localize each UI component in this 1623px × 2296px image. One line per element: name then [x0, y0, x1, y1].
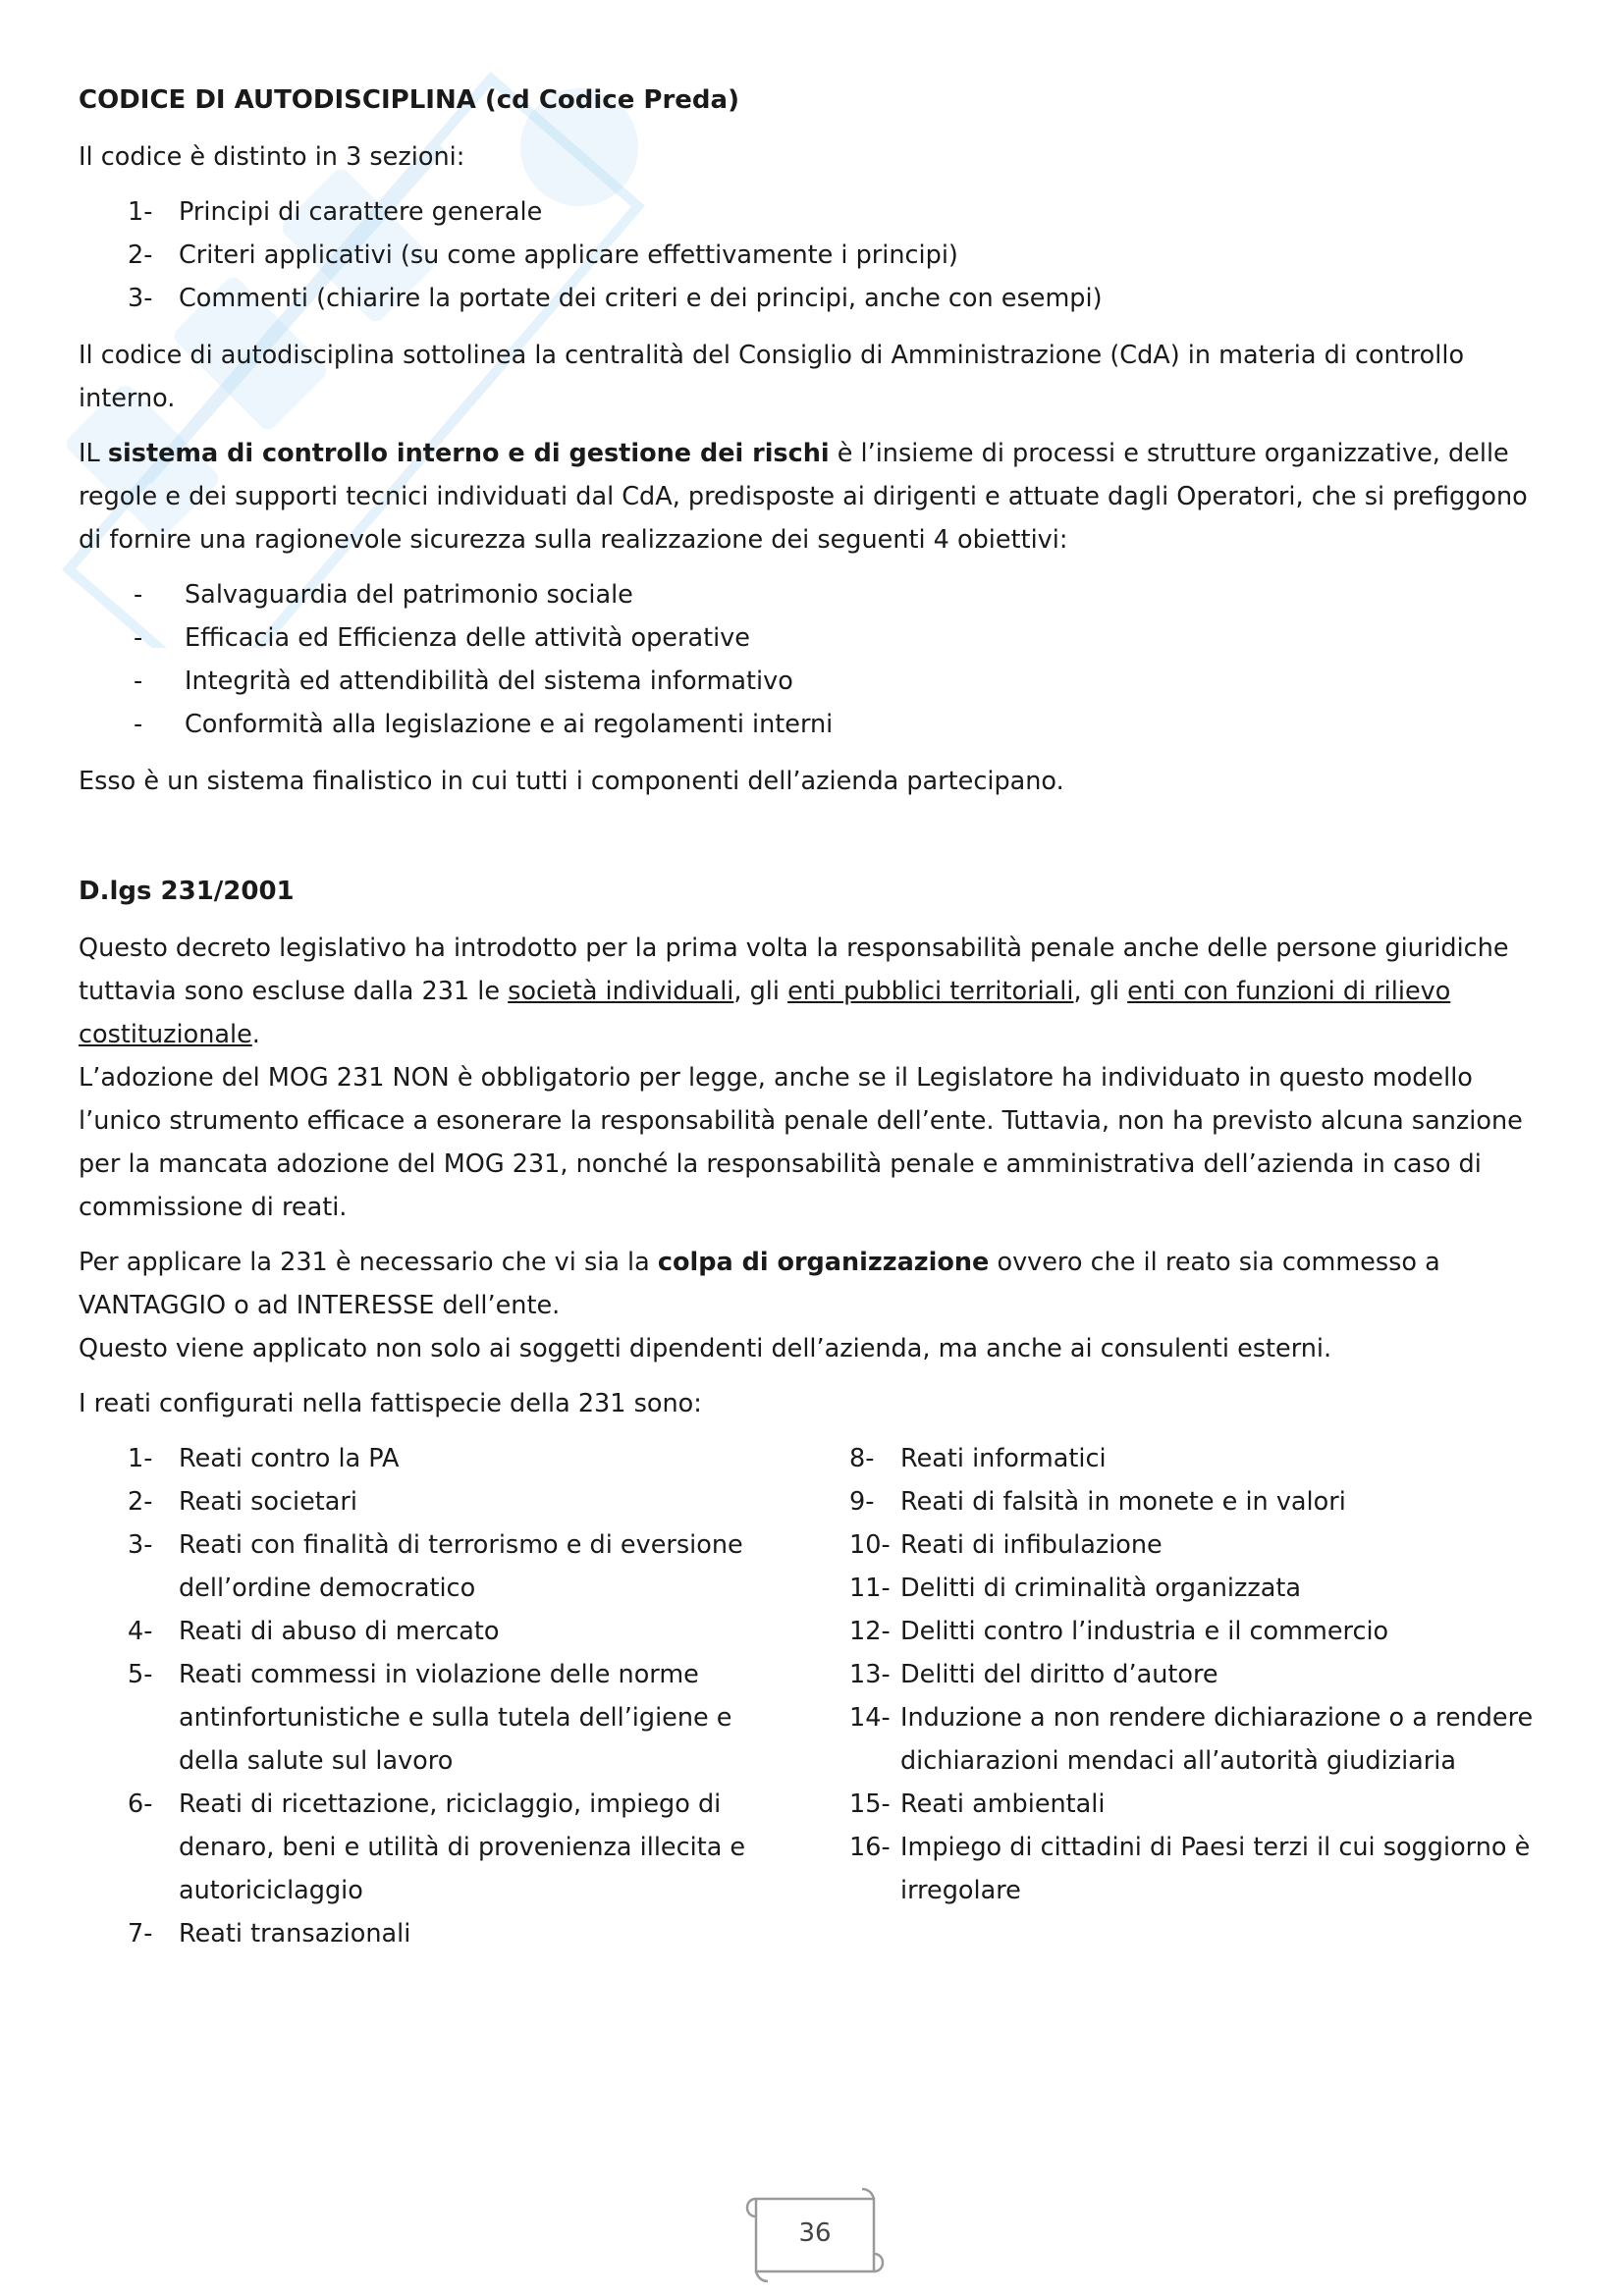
objectives-list — [79, 573, 1556, 746]
list-item: 7- Reati transazionali — [128, 1919, 411, 1949]
closing-paragraph: Esso è un sistema finalistico in cui tutti i componenti dell’azienda partecipano. — [79, 767, 1064, 796]
list-item: 16- Impiego di cittadini di Paesi terzi il cui soggiorno è irregolare — [849, 1833, 1531, 1905]
dlgs-paragraph-1: Questo decreto legislativo ha introdotto per la prima volta la responsabilità penale anche delle persone giuridiche tuttavia sono escluse dalla 231 le società individuali, gli enti pubblici territoriali, gli enti con funzioni di rilievo costituzionale. — [79, 934, 1509, 1049]
mog-paragraph: L’adozione del MOG 231 NON è obbligatorio per legge, anche se il Legislatore ha individuato in questo modello l’unico strumento efficace a esonerare la responsabilità penale dell’ente. Tuttavia, non ha previsto alcuna sanzione per la mancata adozione del MOG 231, nonché la responsabilità penale e amministrativa dell’azienda in caso di commissione di reati. — [79, 1063, 1523, 1222]
crimes-columns — [79, 1437, 1556, 1969]
list-item: - Integrità ed attendibilità del sistema informativo — [134, 667, 793, 696]
list-item: 10- Reati di infibulazione — [849, 1530, 1163, 1560]
section-title-codice: CODICE DI AUTODISCIPLINA (cd Codice Preda) — [79, 85, 739, 115]
page-number: 36 — [798, 2218, 832, 2248]
codice-intro: Il codice è distinto in 3 sezioni: — [79, 142, 465, 172]
list-item: - Conformità alla legislazione e ai regolamenti interni — [134, 710, 834, 739]
cda-paragraph: Il codice di autodisciplina sottolinea la centralità del Consiglio di Amministrazione (CdA) in materia di controllo interno. — [79, 341, 1465, 413]
reati-intro: I reati configurati nella fattispecie della 231 sono: — [79, 1389, 702, 1418]
list-item: 3- Commenti (chiarire la portate dei criteri e dei principi, anche con esempi) — [128, 284, 1103, 313]
list-item: - Salvaguardia del patrimonio sociale — [134, 580, 633, 610]
list-item: - Efficacia ed Efficienza delle attività operative — [134, 623, 750, 653]
list-item: 2- Reati societari — [128, 1487, 357, 1517]
list-item: 4- Reati di abuso di mercato — [128, 1617, 500, 1646]
list-item: 13- Delitti del diritto d’autore — [849, 1660, 1218, 1689]
list-item: 9- Reati di falsità in monete e in valori — [849, 1487, 1346, 1517]
list-item: 6- Reati di ricettazione, riciclaggio, impiego di denaro, beni e utilità di provenienza illecita e autoriciclaggio — [128, 1789, 746, 1905]
crimes-column-right — [849, 1437, 1556, 1969]
list-item: 12- Delitti contro l’industria e il commercio — [849, 1617, 1389, 1646]
sistema-term: sistema di controllo interno e di gestione dei rischi — [107, 439, 830, 468]
list-item: 5- Reati commessi in violazione delle norme antinfortunistiche e sulla tutela dell’igiene e della salute sul lavoro — [128, 1660, 732, 1776]
crimes-column-left — [79, 1437, 746, 1969]
list-item: 8- Reati informatici — [849, 1444, 1107, 1473]
list-item: 1- Principi di carattere generale — [128, 197, 543, 227]
list-item: 15- Reati ambientali — [849, 1789, 1106, 1819]
sistema-paragraph: IL sistema di controllo interno e di gestione dei rischi è l’insieme di processi e strutture organizzative, delle regole e dei supporti tecnici individuati dal CdA, predisposte ai dirigenti e attuate dagli Operatori, che si prefiggono di fornire una ragionevole sicurezza sulla realizzazione dei seguenti 4 obiettivi: — [79, 439, 1528, 555]
list-item: 11- Delitti di criminalità organizzata — [849, 1574, 1301, 1603]
colpa-paragraph: Per applicare la 231 è necessario che vi sia la colpa di organizzazione ovvero che il reato sia commesso a VANTAGGIO o ad INTERESSE dell’ente. Questo viene applicato non solo ai soggetti dipendenti dell’azienda, ma anche ai consulenti esterni. — [79, 1248, 1440, 1363]
codice-sections-list — [79, 190, 1556, 320]
list-item: 1- Reati contro la PA — [128, 1444, 400, 1473]
list-item: 14- Induzione a non rendere dichiarazione o a rendere dichiarazioni mendaci all’autorità giudiziaria — [849, 1703, 1534, 1776]
list-item: 3- Reati con finalità di terrorismo e di eversione dell’ordine democratico — [128, 1530, 743, 1603]
page-number-scroll — [736, 2181, 893, 2289]
colpa-term: colpa di organizzazione — [657, 1248, 990, 1277]
page-body — [79, 79, 1556, 1969]
list-item: 2- Criteri applicativi (su come applicare effettivamente i principi) — [128, 240, 958, 270]
section-title-dlgs: D.lgs 231/2001 — [79, 877, 295, 906]
